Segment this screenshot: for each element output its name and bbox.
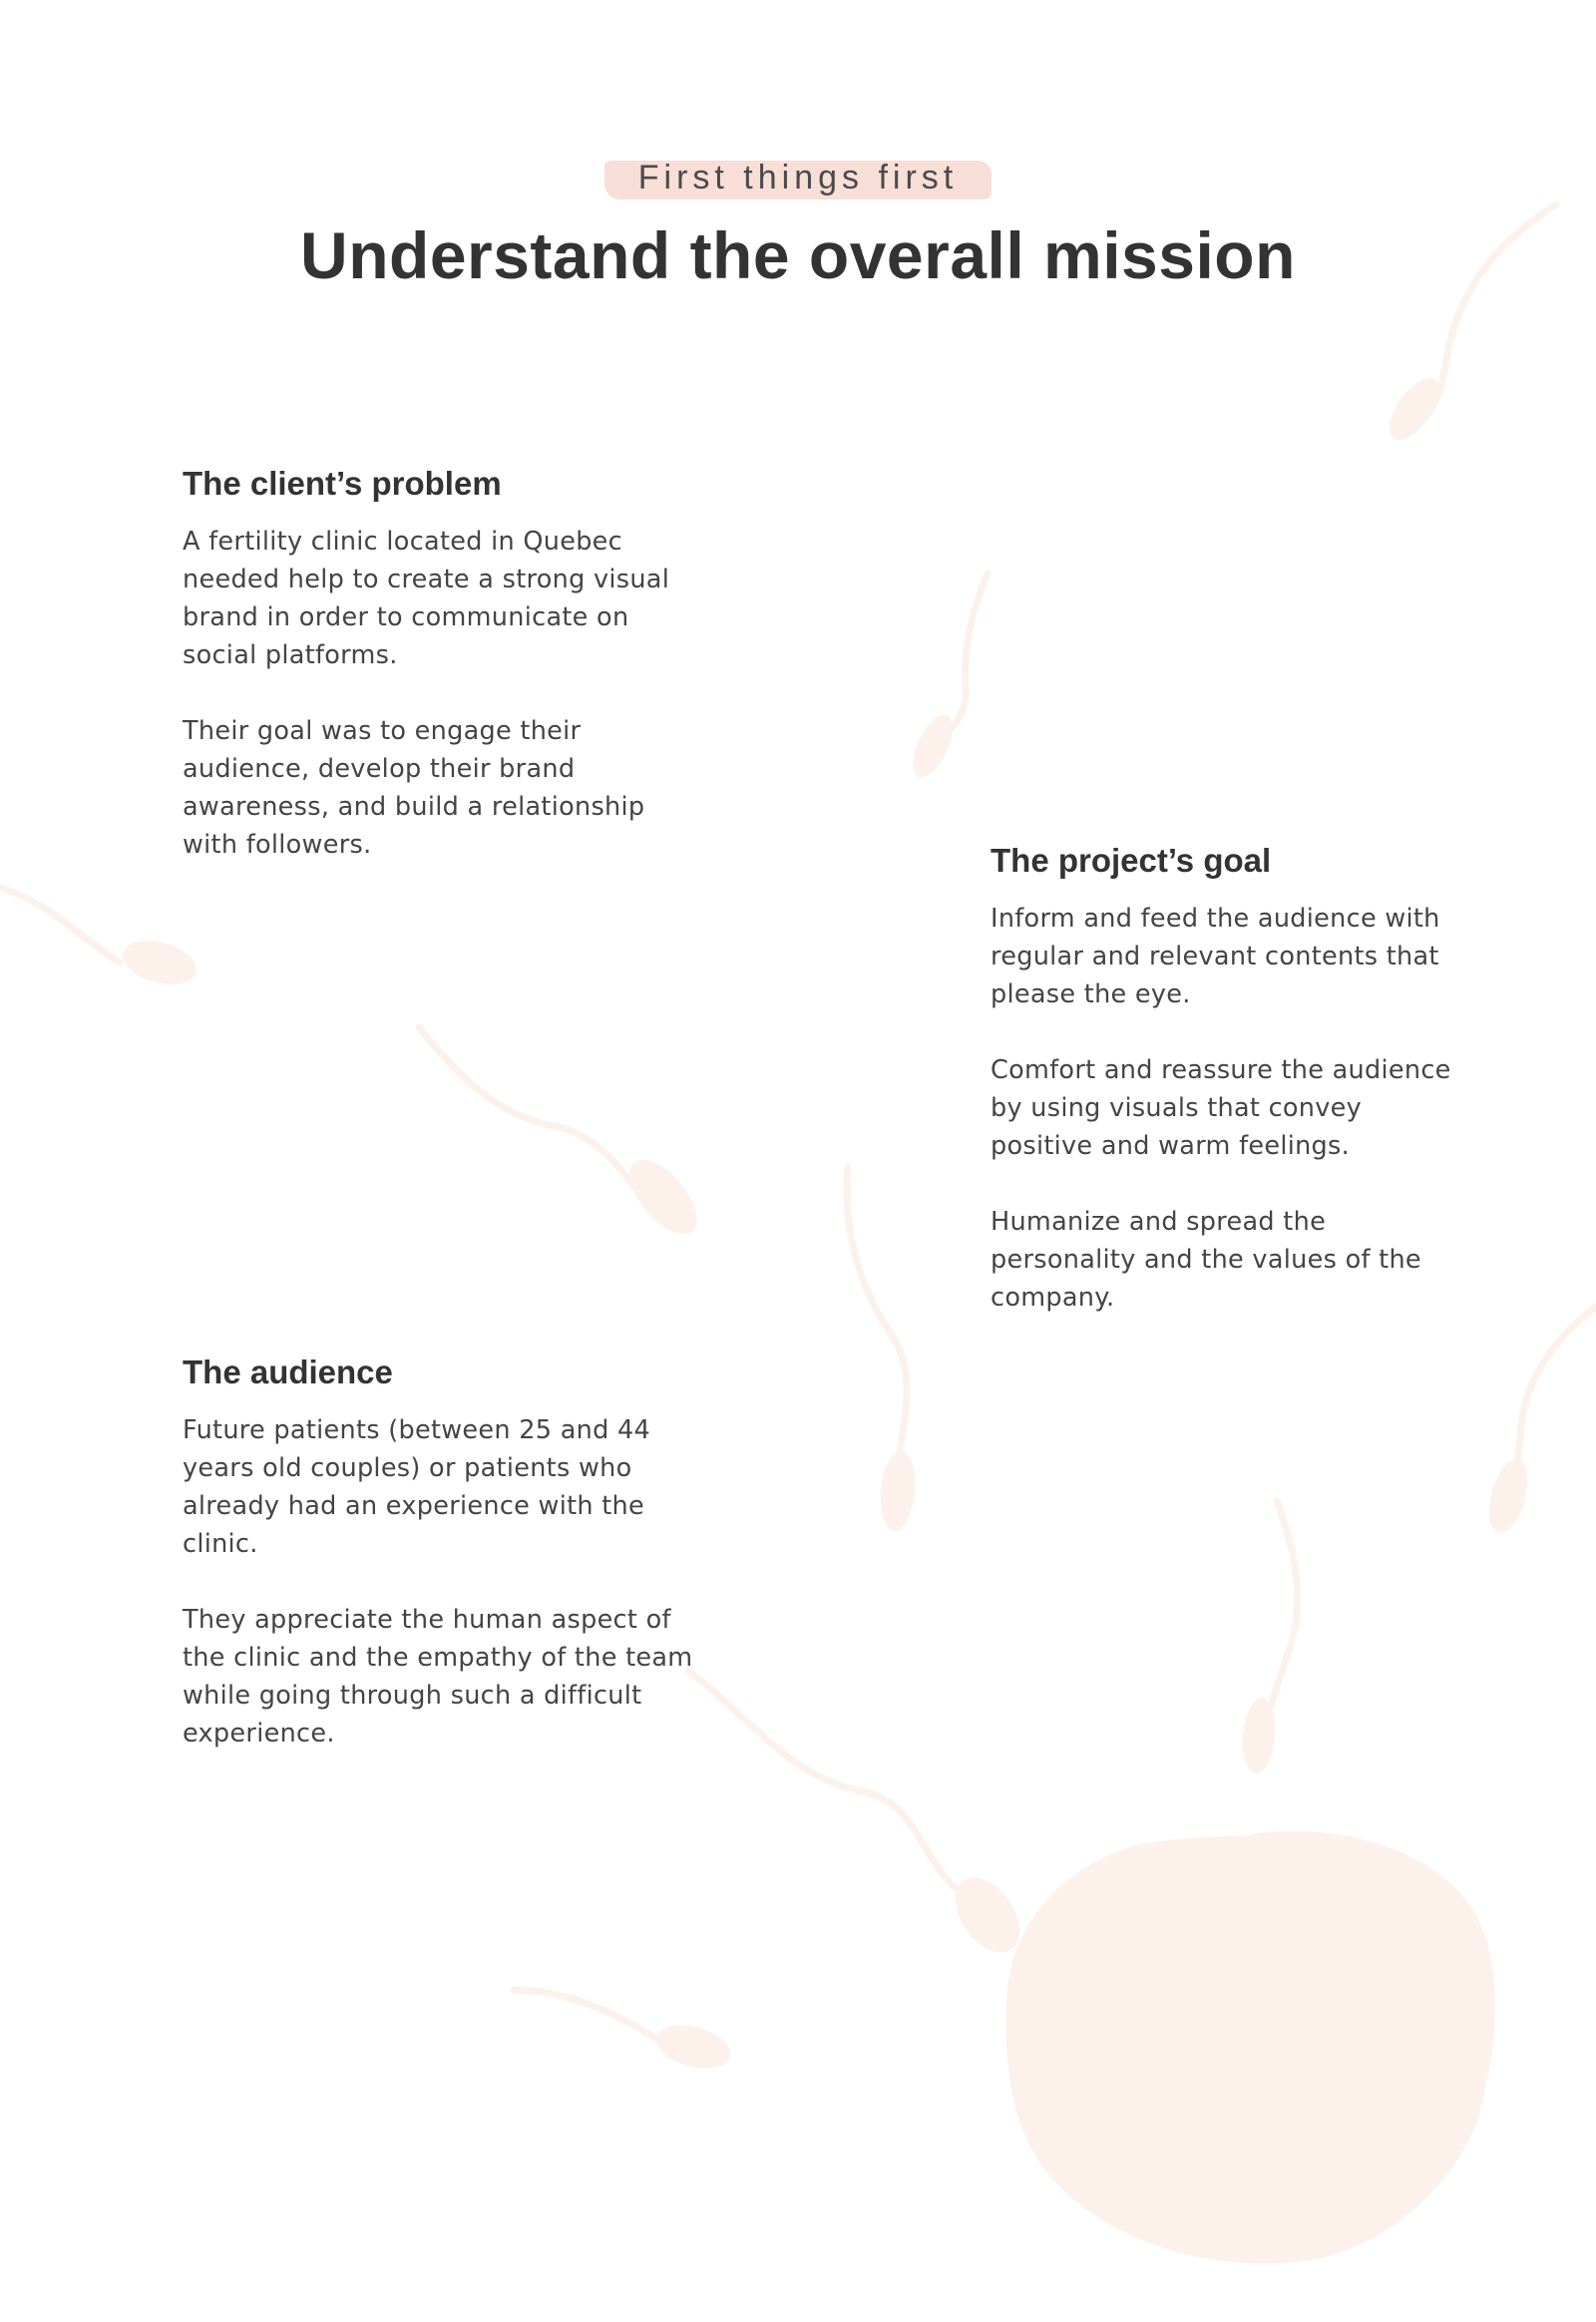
section-paragraph: Comfort and reassure the audience by using visuals that convey positive and warm feelings. [991,1055,1451,1161]
section-paragraph: They appreciate the human aspect of the clinic and the empathy of the team while going through such a difficult experience. [183,1605,693,1748]
section-paragraph: Humanize and spread the personality and the values of the company. [991,1207,1421,1313]
section-paragraph: Future patients (between 25 and 44 years old couples) or patients who already had an experience with the clinic. [183,1415,651,1559]
eyebrow [598,155,998,201]
section-heading: The audience [183,1354,393,1390]
section-paragraph: Inform and feed the audience with regular and relevant contents that please the eye. [991,904,1440,1009]
eyebrow-container [0,155,1596,201]
section-heading: The project’s goal [991,842,1272,879]
section-heading: The client’s problem [183,465,502,502]
page-title: Understand the overall mission [300,218,1296,292]
section-paragraph: A fertility clinic located in Quebec needed help to create a strong visual brand in order to communicate on social platforms. [183,527,670,670]
eyebrow-text: First things first [637,159,959,196]
section-paragraph: Their goal was to engage their audience, develop their brand awareness, and build a relationship with followers. [183,716,645,860]
section-project-goal [991,842,1469,1354]
section-client-problem [183,465,701,902]
section-audience [183,1354,701,1790]
